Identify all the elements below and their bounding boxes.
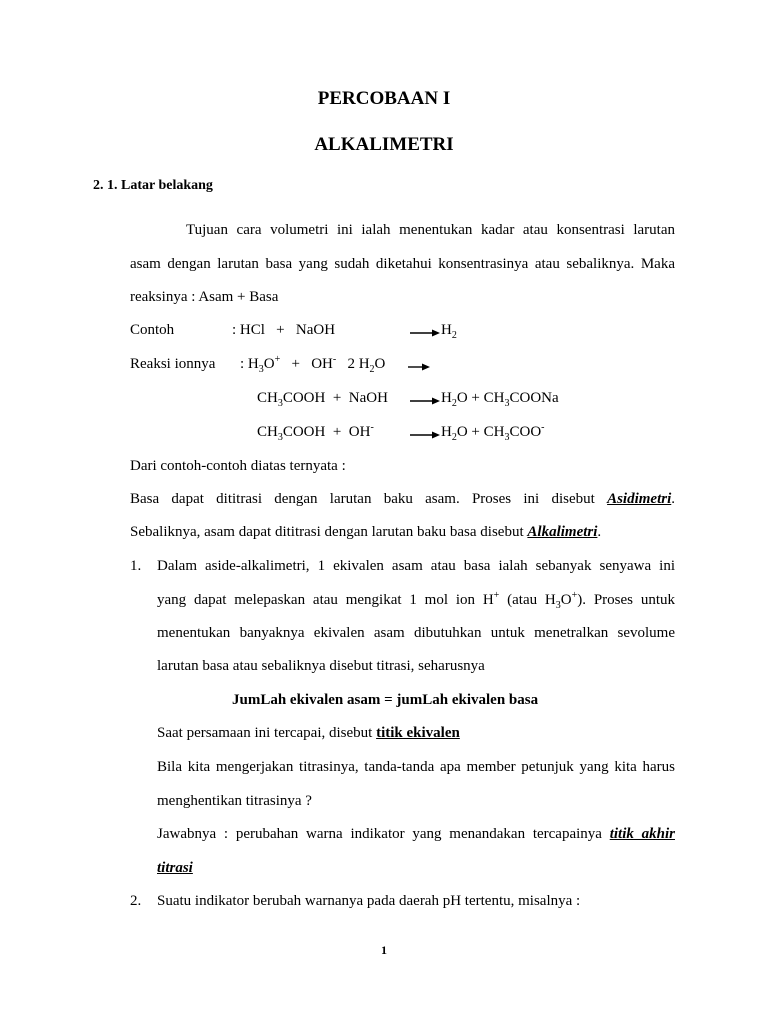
alkalimetri-term: Alkalimetri — [527, 524, 598, 540]
intro-line-1: Tujuan cara volumetri ini ialah menentukan kadar atau konsentrasi larutan — [186, 222, 675, 238]
intro-line-2: asam dengan larutan basa yang sudah diketahui konsentrasinya atau sebaliknya. Maka — [130, 256, 675, 272]
arrow-icon — [410, 396, 440, 406]
titrasi-term: titrasi — [157, 860, 193, 876]
page-title: PERCOBAAN I — [317, 88, 451, 109]
item1-line-1: Dalam aside-alkalimetri, 1 ekivalen asam atau basa ialah sebanyak senyawa ini — [157, 558, 675, 574]
saat-line: Saat persamaan ini tercapai, disebut titik ekivalen — [157, 725, 460, 741]
bila-line-2: menghentikan titrasinya ? — [157, 793, 312, 809]
titik-akhir-term: titik akhir — [609, 826, 675, 842]
sebaliknya-line: Sebaliknya, asam dapat dititrasi dengan larutan baku basa disebut Alkalimetri. — [130, 524, 602, 540]
item1-line-3: menentukan banyaknya ekivalen asam dibutuhkan untuk menetralkan sevolume — [157, 625, 675, 641]
list-item-number: 1. — [130, 558, 142, 574]
bila-line-1: Bila kita mengerjakan titrasinya, tanda-tanda apa member petunjuk yang kita harus — [157, 759, 675, 775]
list-item-number: 2. — [130, 893, 142, 909]
dari-text: Dari contoh-contoh diatas ternyata : — [130, 458, 346, 474]
arrow-icon — [408, 362, 430, 372]
item1-line-2: yang dapat melepaskan atau mengikat 1 mol ion H+ (atau $H_3O^+$). Proses untuk — [157, 590, 675, 611]
contoh-label: Contoh — [130, 322, 175, 338]
arrow-icon — [410, 328, 440, 338]
arrow-icon — [410, 430, 440, 440]
acetic-oh-reactants: $CH_3COOH + OH^-$ — [257, 422, 374, 443]
basa-line: Basa dapat dititrasi dengan larutan baku asam. Proses ini disebut Asidimetri. — [130, 491, 676, 507]
acetic-naoh-products: $H_2O$ + $CH_3COONa$ — [441, 390, 559, 409]
page-subtitle: ALKALIMETRI — [314, 134, 454, 155]
asidimetri-term: Asidimetri — [607, 491, 672, 507]
titik-ekivalen-term: titik ekivalen — [376, 725, 460, 741]
intro-line-3: reaksinya : Asam + Basa — [130, 289, 279, 305]
equivalence-equation: JumLah ekivalen asam = jumLah ekivalen basa — [232, 692, 539, 708]
page-number: 1 — [381, 943, 387, 957]
ion-reaction: : $H_3O^+ + OH^-$ 2 $H_2O$ — [240, 354, 386, 375]
acetic-oh-products: $H_2O + CH_3COO^-$ — [441, 422, 545, 443]
contoh-product: $H_2$ — [441, 322, 457, 341]
titrasi-line — [157, 860, 193, 877]
ion-label: Reaksi ionnya — [130, 356, 216, 372]
item1-line-4: larutan basa atau sebaliknya disebut titrasi, seharusnya — [157, 658, 485, 674]
section-heading: 2. 1. Latar belakang — [93, 178, 213, 193]
contoh-reactants: : HCl + NaOH — [232, 322, 336, 338]
acetic-naoh-reactants: $CH_3COOH$ + NaOH — [257, 390, 388, 409]
jawab-line: Jawabnya : perubahan warna indikator yang menandakan tercapainya titik akhir — [157, 826, 675, 842]
item2-text: Suatu indikator berubah warnanya pada daerah pH tertentu, misalnya : — [157, 893, 581, 909]
